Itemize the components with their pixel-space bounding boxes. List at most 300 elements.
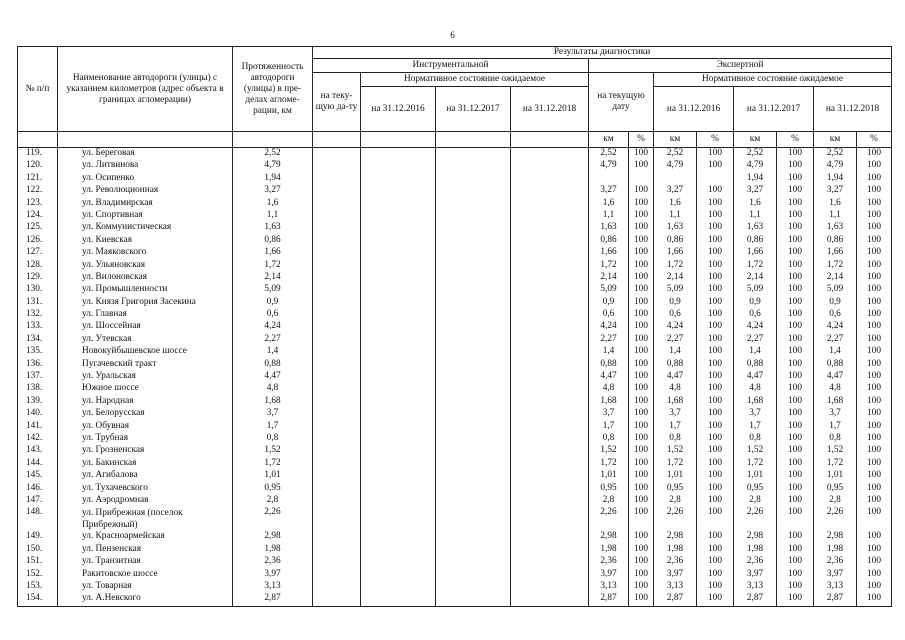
table-row	[18, 593, 892, 606]
exp-2017-km: 2,87	[734, 593, 777, 606]
road-length: 1,72	[233, 458, 313, 470]
exp-2018-km: 4,8	[814, 383, 857, 395]
instr-2018	[511, 483, 589, 495]
exp-2016-pct: 100	[697, 247, 734, 259]
row-number: 153.	[18, 581, 58, 593]
exp-current-pct: 100	[629, 396, 654, 408]
road-name: ул. Красноармейская	[58, 531, 233, 543]
table-row	[18, 222, 892, 234]
instr-2016	[361, 383, 436, 395]
table-row	[18, 359, 892, 371]
exp-current-km: 4,8	[589, 383, 629, 395]
exp-current-pct: 100	[629, 593, 654, 606]
exp-current-pct: 100	[629, 346, 654, 358]
exp-current-km: 1,1	[589, 210, 629, 222]
instr-2016	[361, 507, 436, 531]
header-blank	[361, 132, 436, 148]
instr-2018	[511, 272, 589, 284]
exp-2016-pct: 100	[697, 556, 734, 568]
exp-2016-km: 0,8	[654, 433, 697, 445]
exp-current-km: 1,63	[589, 222, 629, 234]
exp-current-km: 3,97	[589, 569, 629, 581]
exp-2017-pct: 100	[777, 531, 814, 543]
exp-2018-pct: 100	[857, 556, 892, 568]
instr-2017	[436, 445, 511, 457]
exp-2016-km: 2,87	[654, 593, 697, 606]
exp-2017-pct: 100	[777, 247, 814, 259]
row-number: 123.	[18, 198, 58, 210]
exp-current-km: 2,14	[589, 272, 629, 284]
header-blank	[436, 132, 511, 148]
exp-current-km: 0,86	[589, 235, 629, 247]
instr-2018	[511, 235, 589, 247]
exp-2016-pct: 100	[697, 507, 734, 531]
header-exp-2016: на 31.12.2016	[654, 87, 734, 132]
road-length: 2,26	[233, 507, 313, 531]
table-row	[18, 198, 892, 210]
exp-2016-pct	[697, 173, 734, 185]
instr-2016	[361, 433, 436, 445]
exp-current-km: 2,8	[589, 495, 629, 507]
exp-2016-km: 2,27	[654, 334, 697, 346]
exp-2018-km: 1,66	[814, 247, 857, 259]
exp-2018-pct: 100	[857, 581, 892, 593]
exp-2017-pct: 100	[777, 507, 814, 531]
exp-current-pct: 100	[629, 495, 654, 507]
exp-2016-km: 1,1	[654, 210, 697, 222]
exp-current-km: 2,26	[589, 507, 629, 531]
row-number: 119.	[18, 148, 58, 161]
instr-current	[313, 458, 361, 470]
road-length: 2,98	[233, 531, 313, 543]
exp-current-km: 1,7	[589, 421, 629, 433]
exp-2018-km: 1,94	[814, 173, 857, 185]
exp-2016-pct: 100	[697, 569, 734, 581]
exp-2018-pct: 100	[857, 222, 892, 234]
instr-2018	[511, 421, 589, 433]
exp-2018-km: 2,8	[814, 495, 857, 507]
instr-2018	[511, 371, 589, 383]
header-length: Протяженность автодороги (улицы) в пре-делах агломе-рации, км	[233, 47, 313, 132]
exp-2016-pct: 100	[697, 470, 734, 482]
header-km: км	[654, 132, 697, 148]
road-length: 1,7	[233, 421, 313, 433]
exp-current-km: 1,01	[589, 470, 629, 482]
header-expert: Экспертной	[589, 59, 892, 73]
exp-2018-km: 2,26	[814, 507, 857, 531]
instr-current	[313, 309, 361, 321]
exp-2017-pct: 100	[777, 210, 814, 222]
exp-2018-pct: 100	[857, 210, 892, 222]
road-name: ул. Князя Григория Засекина	[58, 297, 233, 309]
instr-2018	[511, 581, 589, 593]
road-name: ул. Литвинова	[58, 160, 233, 172]
instr-2016	[361, 148, 436, 161]
instr-2018	[511, 569, 589, 581]
exp-2018-pct: 100	[857, 531, 892, 543]
exp-2018-km: 3,13	[814, 581, 857, 593]
table-row	[18, 408, 892, 420]
instr-2016	[361, 346, 436, 358]
instr-current	[313, 198, 361, 210]
instr-2018	[511, 346, 589, 358]
row-number: 138.	[18, 383, 58, 395]
table-row	[18, 507, 892, 531]
exp-2018-pct: 100	[857, 148, 892, 161]
exp-2017-pct: 100	[777, 495, 814, 507]
header-pct: %	[629, 132, 654, 148]
instr-2016	[361, 222, 436, 234]
exp-2018-pct: 100	[857, 198, 892, 210]
road-name: ул. Аэродромная	[58, 495, 233, 507]
row-number: 141.	[18, 421, 58, 433]
exp-2017-pct: 100	[777, 260, 814, 272]
table-row	[18, 346, 892, 358]
exp-current-km	[589, 173, 629, 185]
exp-2018-pct: 100	[857, 433, 892, 445]
row-number: 139.	[18, 396, 58, 408]
road-length: 3,97	[233, 569, 313, 581]
instr-2018	[511, 495, 589, 507]
exp-2018-km: 2,98	[814, 531, 857, 543]
instr-2017	[436, 148, 511, 161]
exp-current-km: 3,13	[589, 581, 629, 593]
exp-2018-km: 2,52	[814, 148, 857, 161]
exp-2016-pct: 100	[697, 544, 734, 556]
header-blank	[511, 132, 589, 148]
instr-current	[313, 359, 361, 371]
instr-2017	[436, 396, 511, 408]
road-name: ул. Киевская	[58, 235, 233, 247]
exp-current-pct: 100	[629, 284, 654, 296]
exp-2017-pct: 100	[777, 396, 814, 408]
road-length: 4,47	[233, 371, 313, 383]
exp-2018-km: 3,27	[814, 185, 857, 197]
exp-2017-pct: 100	[777, 284, 814, 296]
exp-current-pct: 100	[629, 198, 654, 210]
exp-2017-km: 2,98	[734, 531, 777, 543]
exp-current-km: 2,36	[589, 556, 629, 568]
exp-2018-pct: 100	[857, 260, 892, 272]
exp-2016-pct: 100	[697, 483, 734, 495]
instr-2016	[361, 458, 436, 470]
instr-current	[313, 396, 361, 408]
exp-2016-km: 1,6	[654, 198, 697, 210]
instr-current	[313, 247, 361, 259]
exp-current-pct: 100	[629, 185, 654, 197]
header-road-name: Наименование автодороги (улицы) с указанием километров (адрес объекта в границах агломерации)	[58, 47, 233, 132]
row-number: 142.	[18, 433, 58, 445]
row-number: 137.	[18, 371, 58, 383]
instr-2017	[436, 556, 511, 568]
table-row	[18, 495, 892, 507]
exp-2016-km	[654, 173, 697, 185]
exp-2016-km: 1,66	[654, 247, 697, 259]
exp-2017-pct: 100	[777, 359, 814, 371]
road-length: 2,87	[233, 593, 313, 606]
instr-current	[313, 495, 361, 507]
exp-2018-km: 1,72	[814, 458, 857, 470]
instr-2017	[436, 569, 511, 581]
instr-2017	[436, 470, 511, 482]
instr-2018	[511, 173, 589, 185]
exp-current-pct: 100	[629, 309, 654, 321]
road-length: 0,95	[233, 483, 313, 495]
instr-2017	[436, 185, 511, 197]
instr-2016	[361, 556, 436, 568]
exp-current-pct: 100	[629, 556, 654, 568]
instr-2017	[436, 593, 511, 606]
row-number: 145.	[18, 470, 58, 482]
road-length: 4,79	[233, 160, 313, 172]
exp-2017-km: 1,4	[734, 346, 777, 358]
exp-2017-pct: 100	[777, 458, 814, 470]
instr-2018	[511, 198, 589, 210]
exp-2018-km: 4,79	[814, 160, 857, 172]
road-length: 0,88	[233, 359, 313, 371]
exp-2017-pct: 100	[777, 235, 814, 247]
exp-2018-pct: 100	[857, 173, 892, 185]
instr-current	[313, 148, 361, 161]
instr-current	[313, 544, 361, 556]
exp-2018-km: 5,09	[814, 284, 857, 296]
instr-2016	[361, 198, 436, 210]
instr-2018	[511, 148, 589, 161]
instr-current	[313, 408, 361, 420]
exp-2018-pct: 100	[857, 235, 892, 247]
exp-current-pct: 100	[629, 507, 654, 531]
header-blank	[58, 132, 233, 148]
exp-2016-km: 0,95	[654, 483, 697, 495]
instr-2016	[361, 483, 436, 495]
road-name: ул. Революционная	[58, 185, 233, 197]
exp-2016-km: 0,9	[654, 297, 697, 309]
instr-current	[313, 210, 361, 222]
instr-2018	[511, 433, 589, 445]
instr-current	[313, 346, 361, 358]
instr-2017	[436, 297, 511, 309]
exp-2018-km: 0,86	[814, 235, 857, 247]
exp-2017-km: 1,94	[734, 173, 777, 185]
exp-2017-km: 0,88	[734, 359, 777, 371]
exp-2016-pct: 100	[697, 284, 734, 296]
exp-current-pct: 100	[629, 297, 654, 309]
row-number: 144.	[18, 458, 58, 470]
exp-2018-pct: 100	[857, 334, 892, 346]
exp-current-km: 4,79	[589, 160, 629, 172]
instr-2018	[511, 160, 589, 172]
row-number: 126.	[18, 235, 58, 247]
road-name: ул. Обувная	[58, 421, 233, 433]
table-row	[18, 210, 892, 222]
exp-current-km: 1,72	[589, 458, 629, 470]
exp-2016-pct: 100	[697, 371, 734, 383]
exp-2017-pct: 100	[777, 321, 814, 333]
instr-2017	[436, 346, 511, 358]
instr-2017	[436, 483, 511, 495]
exp-2016-km: 3,27	[654, 185, 697, 197]
instr-current	[313, 321, 361, 333]
exp-current-km: 0,9	[589, 297, 629, 309]
exp-2018-pct: 100	[857, 346, 892, 358]
exp-2017-pct: 100	[777, 383, 814, 395]
exp-current-km: 1,98	[589, 544, 629, 556]
header-km: км	[589, 132, 629, 148]
row-number: 130.	[18, 284, 58, 296]
exp-2016-km: 2,98	[654, 531, 697, 543]
table-header	[18, 47, 892, 148]
instr-2018	[511, 408, 589, 420]
table-row	[18, 148, 892, 161]
exp-2017-km: 4,24	[734, 321, 777, 333]
exp-2017-pct: 100	[777, 297, 814, 309]
instr-current	[313, 569, 361, 581]
exp-current-km: 1,6	[589, 198, 629, 210]
exp-2018-km: 4,24	[814, 321, 857, 333]
row-number: 128.	[18, 260, 58, 272]
exp-2016-km: 1,4	[654, 346, 697, 358]
instr-current	[313, 160, 361, 172]
instr-current	[313, 284, 361, 296]
exp-current-pct: 100	[629, 272, 654, 284]
exp-2018-km: 2,27	[814, 334, 857, 346]
instr-2018	[511, 260, 589, 272]
exp-2018-km: 1,72	[814, 260, 857, 272]
row-number: 146.	[18, 483, 58, 495]
road-name: ул. Пензенская	[58, 544, 233, 556]
row-number: 129.	[18, 272, 58, 284]
exp-2018-pct: 100	[857, 544, 892, 556]
table-row	[18, 309, 892, 321]
exp-2016-km: 1,72	[654, 260, 697, 272]
road-length: 1,94	[233, 173, 313, 185]
road-length: 1,66	[233, 247, 313, 259]
exp-2017-km: 1,72	[734, 458, 777, 470]
instr-2018	[511, 247, 589, 259]
instr-current	[313, 445, 361, 457]
road-length: 1,52	[233, 445, 313, 457]
road-length: 2,8	[233, 495, 313, 507]
exp-2017-km: 0,9	[734, 297, 777, 309]
exp-current-km: 2,27	[589, 334, 629, 346]
road-name: ул. Народная	[58, 396, 233, 408]
instr-2017	[436, 160, 511, 172]
exp-2016-km: 2,14	[654, 272, 697, 284]
road-name: ул. Бакинская	[58, 458, 233, 470]
exp-2018-km: 1,63	[814, 222, 857, 234]
instr-2016	[361, 531, 436, 543]
exp-2018-pct: 100	[857, 470, 892, 482]
road-name: ул. Прибрежная (поселок Прибрежный)	[58, 507, 233, 531]
exp-2018-km: 1,68	[814, 396, 857, 408]
exp-current-km: 0,6	[589, 309, 629, 321]
instr-2017	[436, 371, 511, 383]
instr-2016	[361, 359, 436, 371]
exp-2018-pct: 100	[857, 458, 892, 470]
exp-current-km: 0,8	[589, 433, 629, 445]
exp-current-km: 1,4	[589, 346, 629, 358]
exp-2016-pct: 100	[697, 433, 734, 445]
instr-2016	[361, 544, 436, 556]
road-name: Пугачевский тракт	[58, 359, 233, 371]
exp-2018-km: 4,47	[814, 371, 857, 383]
row-number: 134.	[18, 334, 58, 346]
exp-2018-pct: 100	[857, 185, 892, 197]
instr-current	[313, 421, 361, 433]
table-row	[18, 371, 892, 383]
road-name: Новокуйбышевское шоссе	[58, 346, 233, 358]
table-row	[18, 458, 892, 470]
exp-current-km: 1,66	[589, 247, 629, 259]
exp-2016-km: 1,01	[654, 470, 697, 482]
table-row	[18, 383, 892, 395]
exp-current-pct	[629, 173, 654, 185]
instr-2016	[361, 396, 436, 408]
exp-2017-km: 3,27	[734, 185, 777, 197]
exp-2017-pct: 100	[777, 371, 814, 383]
road-length: 2,36	[233, 556, 313, 568]
exp-2018-pct: 100	[857, 495, 892, 507]
exp-2017-km: 1,98	[734, 544, 777, 556]
table-row	[18, 544, 892, 556]
road-length: 1,63	[233, 222, 313, 234]
exp-2018-pct: 100	[857, 421, 892, 433]
instr-2018	[511, 210, 589, 222]
road-name: ул. Главная	[58, 309, 233, 321]
instr-current	[313, 383, 361, 395]
instr-2017	[436, 458, 511, 470]
road-length: 1,98	[233, 544, 313, 556]
exp-2018-pct: 100	[857, 359, 892, 371]
header-instr-2016: на 31.12.2016	[361, 87, 436, 132]
exp-2016-pct: 100	[697, 198, 734, 210]
exp-2018-pct: 100	[857, 160, 892, 172]
instr-2017	[436, 581, 511, 593]
row-number: 147.	[18, 495, 58, 507]
exp-2017-km: 2,14	[734, 272, 777, 284]
table-row	[18, 272, 892, 284]
exp-current-pct: 100	[629, 321, 654, 333]
exp-2016-pct: 100	[697, 396, 734, 408]
road-length: 2,27	[233, 334, 313, 346]
table-row	[18, 421, 892, 433]
row-number: 149.	[18, 531, 58, 543]
exp-current-pct: 100	[629, 569, 654, 581]
exp-2017-km: 2,26	[734, 507, 777, 531]
road-length: 5,09	[233, 284, 313, 296]
exp-current-pct: 100	[629, 359, 654, 371]
exp-2016-pct: 100	[697, 359, 734, 371]
instr-2017	[436, 408, 511, 420]
exp-2017-pct: 100	[777, 309, 814, 321]
table-row	[18, 173, 892, 185]
instr-2016	[361, 297, 436, 309]
row-number: 140.	[18, 408, 58, 420]
instr-2016	[361, 235, 436, 247]
exp-2018-pct: 100	[857, 284, 892, 296]
instr-2017	[436, 334, 511, 346]
instr-2017	[436, 531, 511, 543]
instr-2016	[361, 445, 436, 457]
exp-current-pct: 100	[629, 334, 654, 346]
road-length: 1,72	[233, 260, 313, 272]
exp-2018-pct: 100	[857, 569, 892, 581]
instr-2016	[361, 408, 436, 420]
header-number: № п/п	[18, 47, 58, 132]
instr-2016	[361, 309, 436, 321]
table-row	[18, 321, 892, 333]
row-number: 133.	[18, 321, 58, 333]
